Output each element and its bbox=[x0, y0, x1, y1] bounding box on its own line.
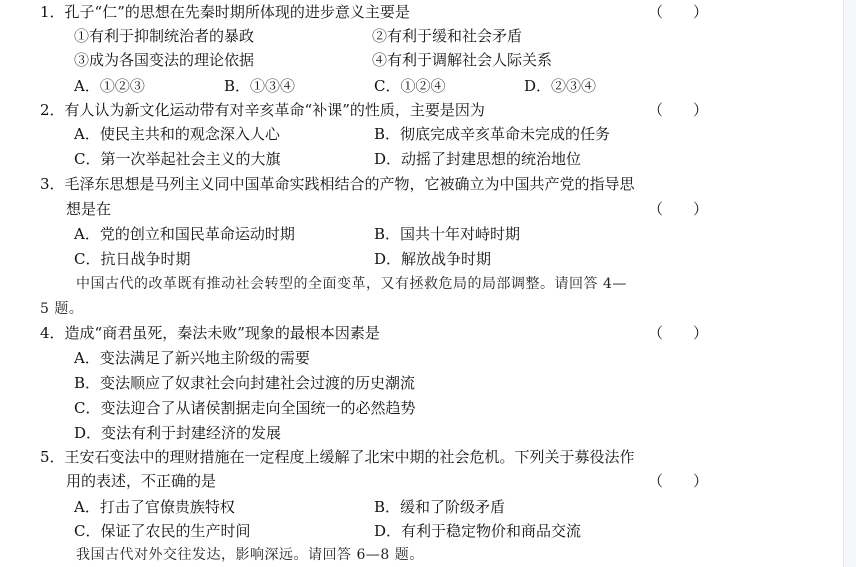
section-intro: 中国古代的改革既有推动社会转型的全面变革，又有拯救危局的局部调整。请回答 4— bbox=[76, 276, 627, 292]
statement: ③成为各国变法的理论依据 bbox=[74, 51, 255, 69]
question-text: 有人认为新文化运动带有对辛亥革命“补课”的性质，主要是因为 bbox=[64, 101, 485, 119]
answer-bracket: （ ） bbox=[648, 324, 709, 342]
window-edge bbox=[843, 0, 856, 567]
option-c[interactable]: C．变法迎合了从诸侯割据走向全国统一的必然趋势 bbox=[74, 399, 416, 417]
option-d[interactable]: D．有利于稳定物价和商品交流 bbox=[374, 522, 582, 540]
question-number: 3． bbox=[40, 175, 65, 193]
option-d[interactable]: D．解放战争时期 bbox=[374, 250, 492, 268]
option-c[interactable]: C．抗日战争时期 bbox=[74, 250, 191, 268]
question-4-stem bbox=[40, 321, 380, 345]
option-d[interactable]: D．动摇了封建思想的统治地位 bbox=[374, 150, 582, 168]
option-a[interactable]: A．打击了官僚贵族特权 bbox=[74, 498, 235, 516]
question-number: 2． bbox=[40, 101, 65, 119]
question-2-stem bbox=[40, 98, 485, 122]
option-a[interactable]: A．①②③ bbox=[74, 77, 145, 95]
option-b[interactable]: B．①③④ bbox=[224, 77, 296, 95]
answer-bracket: （ ） bbox=[648, 3, 709, 21]
question-1-stem bbox=[40, 0, 410, 24]
question-number: 1． bbox=[40, 3, 65, 21]
option-b[interactable]: B．缓和了阶级矛盾 bbox=[374, 498, 506, 516]
option-a[interactable]: A．党的创立和国民革命运动时期 bbox=[74, 225, 295, 243]
option-a[interactable]: A．使民主共和的观念深入人心 bbox=[74, 125, 280, 143]
question-text-continued: 用的表述，不正确的是 bbox=[66, 472, 217, 490]
statement: ①有利于抑制统治者的暴政 bbox=[74, 27, 255, 45]
option-a[interactable]: A．变法满足了新兴地主阶级的需要 bbox=[74, 349, 310, 367]
question-text: 毛泽东思想是马列主义同中国革命实践相结合的产物，它被确立为中国共产党的指导思 bbox=[64, 175, 635, 193]
option-b[interactable]: B．变法顺应了奴隶社会向封建社会过渡的历史潮流 bbox=[74, 374, 416, 392]
answer-bracket: （ ） bbox=[648, 101, 709, 119]
question-text: 孔子“仁”的思想在先秦时期所体现的进步意义主要是 bbox=[64, 3, 410, 21]
section-intro: 我国古代对外交往发达，影响深远。请回答 6—8 题。 bbox=[76, 547, 424, 563]
statement: ④有利于调解社会人际关系 bbox=[372, 51, 553, 69]
question-number: 5． bbox=[40, 448, 65, 466]
option-c[interactable]: C．①②④ bbox=[374, 77, 446, 95]
question-5-stem bbox=[40, 445, 635, 469]
option-c[interactable]: C．保证了农民的生产时间 bbox=[74, 522, 251, 540]
option-d[interactable]: D．变法有利于封建经济的发展 bbox=[74, 424, 282, 442]
question-text: 王安石变法中的理财措施在一定程度上缓解了北宋中期的社会危机。下列关于募役法作 bbox=[64, 448, 635, 466]
answer-bracket: （ ） bbox=[648, 200, 709, 218]
option-d[interactable]: D．②③④ bbox=[524, 77, 597, 95]
section-intro-continued: 5 题。 bbox=[40, 301, 84, 317]
question-text: 造成“商君虽死，秦法未败”现象的最根本因素是 bbox=[64, 324, 380, 342]
question-3-stem bbox=[40, 172, 635, 196]
question-number: 4． bbox=[40, 324, 65, 342]
option-c[interactable]: C．第一次举起社会主义的大旗 bbox=[74, 150, 281, 168]
statement: ②有利于缓和社会矛盾 bbox=[372, 27, 523, 45]
answer-bracket: （ ） bbox=[648, 472, 709, 490]
question-text-continued: 想是在 bbox=[66, 200, 112, 218]
option-b[interactable]: B．彻底完成辛亥革命未完成的任务 bbox=[374, 125, 611, 143]
option-b[interactable]: B．国共十年对峙时期 bbox=[374, 225, 521, 243]
